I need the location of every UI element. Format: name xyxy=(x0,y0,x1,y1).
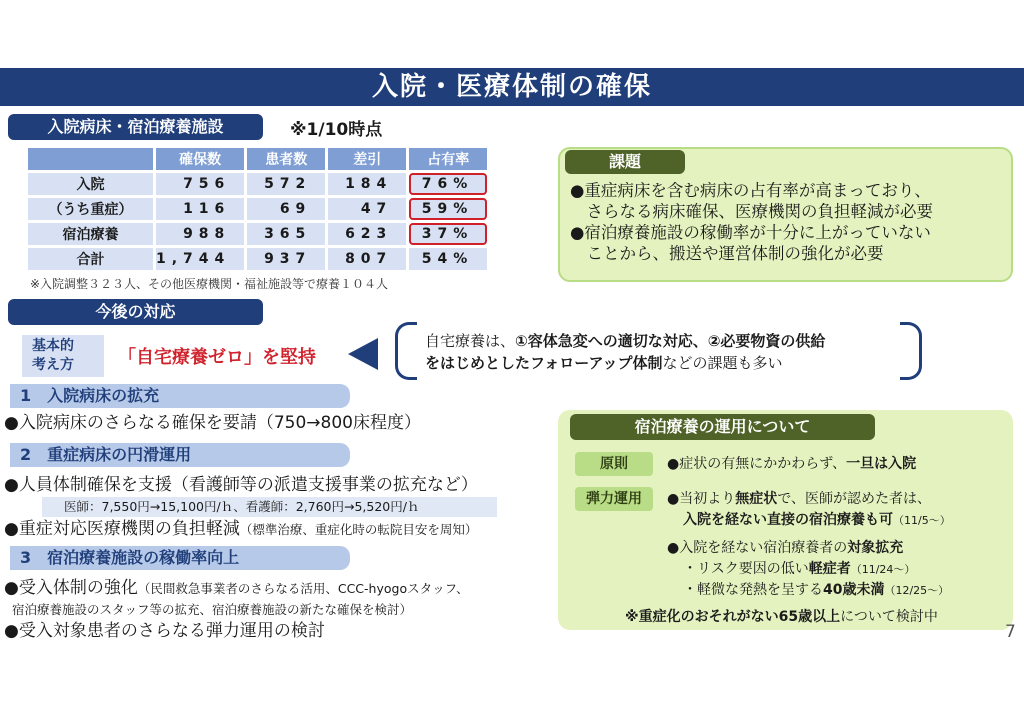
flex-l1c: で、医師が認めた者は、 xyxy=(777,491,931,507)
section1-heading: 1 入院病床の拡充 xyxy=(10,384,350,408)
cell-patients: 937 xyxy=(247,248,325,270)
flex-tag: 弾力運用 xyxy=(575,487,653,511)
cell-diff: 623 xyxy=(328,223,406,245)
cell-diff: 807 xyxy=(328,248,406,270)
flex-l5b: 40歳未満 xyxy=(823,582,885,598)
table-row xyxy=(28,248,487,270)
basic-policy-label xyxy=(22,335,104,377)
table-header-row xyxy=(28,148,487,170)
as-of-date xyxy=(290,115,382,140)
row-label: 入院 xyxy=(28,173,153,195)
flex-l1a: ●当初より xyxy=(667,491,736,507)
principle-text xyxy=(667,454,916,474)
flex-line2 xyxy=(683,510,951,531)
section3-heading: 3 宿泊療養施設の稼働率向上 xyxy=(10,546,350,570)
flex-line3 xyxy=(667,538,903,558)
flex-line5 xyxy=(683,580,949,601)
home-care-note xyxy=(425,330,905,374)
col-header-diff: 差引 xyxy=(328,148,406,170)
principle-text-b: 一旦は入院 xyxy=(846,456,917,472)
section1-bullet: ●入院病床のさらなる確保を要請（750→800床程度） xyxy=(4,413,421,433)
flex-l5a: ・軽微な発熱を呈する xyxy=(683,582,823,598)
section3-bullet2: ●受入対象患者のさらなる弾力運用の検討 xyxy=(4,621,325,641)
issue-line: ことから、搬送や運営体制の強化が必要 xyxy=(570,244,884,263)
ops-footer-b: について検討中 xyxy=(840,609,938,625)
section2-fee-note: 医師：7,550円→15,100円/ｈ、看護師：2,760円→5,520円/ｈ xyxy=(42,497,497,517)
future-section-label: 今後の対応 xyxy=(8,299,263,325)
occupancy-table xyxy=(25,145,490,273)
flex-l2b: （11/5～） xyxy=(893,514,951,527)
cell-diff: 184 xyxy=(328,173,406,195)
col-header-patients: 患者数 xyxy=(247,148,325,170)
home-note-2b: などの課題も多い xyxy=(662,354,783,372)
cell-secured: 756 xyxy=(156,173,244,195)
cell-rate: 76% xyxy=(409,173,487,195)
table-row xyxy=(28,223,487,245)
principle-text-a: ●症状の有無にかかわらず、 xyxy=(667,456,847,472)
flex-l4c: （11/24～） xyxy=(850,563,916,576)
cell-secured: 1,744 xyxy=(156,248,244,270)
section2-bullet2-sub: （標準治療、重症化時の転院目安を周知） xyxy=(239,522,478,537)
cell-diff: 47 xyxy=(328,198,406,220)
section3-bullet1 xyxy=(4,577,469,600)
flex-l5c: （12/25～） xyxy=(884,584,950,597)
section2-bullet1: ●人員体制確保を支援（看護師等の派遣支援事業の拡充など） xyxy=(4,475,478,495)
bed-section-label: 入院病床・宿泊療養施設 xyxy=(8,114,263,140)
page-title: 入院・医療体制の確保 xyxy=(0,68,1024,106)
section3-bullet1-main: ●受入体制の強化 xyxy=(4,578,138,598)
table-note: ※入院調整３２３人、その他医療機関・福祉施設等で療養１０４人 xyxy=(30,277,389,291)
flex-line4 xyxy=(683,559,915,580)
home-note-1b: ①容体急変への適切な対応、②必要物資の供給 xyxy=(515,332,826,350)
principle-tag: 原則 xyxy=(575,452,653,476)
issue-line: ●宿泊療養施設の稼働率が十分に上がっていない xyxy=(570,223,931,242)
flex-l3a: ●入院を経ない宿泊療養者の xyxy=(667,540,848,556)
ops-footer-a: ※重症化のおそれがない65歳以上 xyxy=(625,609,841,625)
cell-secured: 116 xyxy=(156,198,244,220)
basic-label-line2: 考え方 xyxy=(32,357,74,373)
section3-bullet1-sub: （民間救急事業者のさらなる活用、CCC-hyogoスタッフ、 xyxy=(137,581,469,596)
issues-title: 課題 xyxy=(565,150,685,174)
cell-patients: 572 xyxy=(247,173,325,195)
row-label: 宿泊療養 xyxy=(28,223,153,245)
cell-rate: 54% xyxy=(409,248,487,270)
table-header-blank xyxy=(28,148,153,170)
left-arrow-icon xyxy=(348,338,378,370)
flex-l4a: ・リスク要因の低い xyxy=(683,561,809,577)
basic-label-line1: 基本的 xyxy=(32,338,74,354)
ops-footer xyxy=(625,607,938,627)
cell-patients: 69 xyxy=(247,198,325,220)
row-label: 合計 xyxy=(28,248,153,270)
basic-policy-text: 「自宅療養ゼロ」を堅持 xyxy=(118,347,316,368)
home-note-1a: 自宅療養は、 xyxy=(425,332,516,350)
flex-l1b: 無症状 xyxy=(735,491,778,507)
left-bracket-icon xyxy=(395,322,417,380)
cell-rate: 37% xyxy=(409,223,487,245)
flex-l2a: 入院を経ない直接の宿泊療養も可 xyxy=(683,512,893,528)
home-note-2a: をはじめとしたフォローアップ体制 xyxy=(425,354,663,372)
page-number: 7 xyxy=(1005,622,1016,642)
table-row xyxy=(28,173,487,195)
section2-heading: 2 重症病床の円滑運用 xyxy=(10,443,350,467)
cell-rate: 59% xyxy=(409,198,487,220)
section3-bullet1-sub2: 宿泊療養施設のスタッフ等の拡充、宿泊療養施設の新たな確保を検討） xyxy=(12,602,413,617)
flex-l4b: 軽症者 xyxy=(808,561,851,577)
flex-line1 xyxy=(667,489,931,509)
issue-line: さらなる病床確保、医療機関の負担軽減が必要 xyxy=(570,202,933,221)
issues-list xyxy=(570,180,1010,264)
row-label: （うち重症） xyxy=(28,198,153,220)
cell-patients: 365 xyxy=(247,223,325,245)
table-row xyxy=(28,198,487,220)
issue-line: ●重症病床を含む病床の占有率が高まっており、 xyxy=(570,181,931,200)
cell-secured: 988 xyxy=(156,223,244,245)
col-header-secured: 確保数 xyxy=(156,148,244,170)
flex-l3b: 対象拡充 xyxy=(847,540,904,556)
section2-bullet2-main: ●重症対応医療機関の負担軽減 xyxy=(4,519,240,539)
as-of-text: ※1/10時点 xyxy=(290,120,383,140)
operations-title: 宿泊療養の運用について xyxy=(570,414,875,440)
section2-bullet2 xyxy=(4,518,477,541)
col-header-rate: 占有率 xyxy=(409,148,487,170)
